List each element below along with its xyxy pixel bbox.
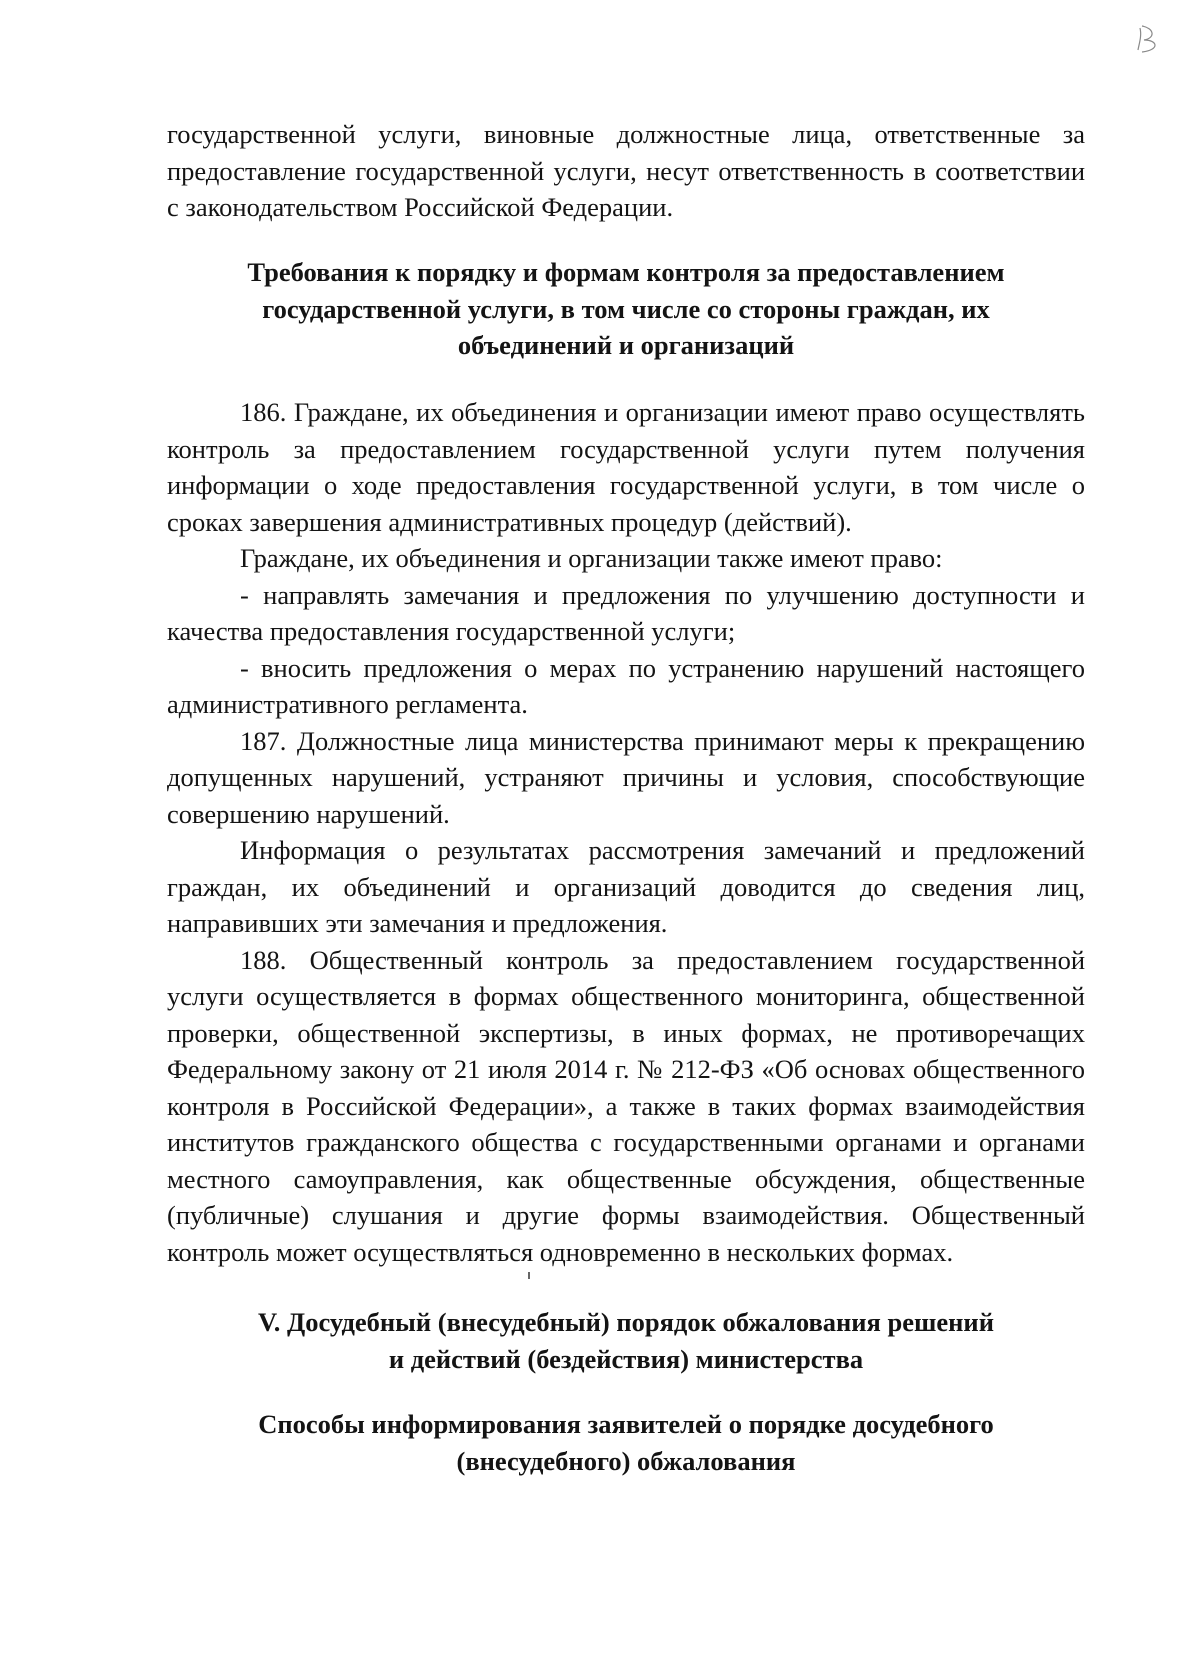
paragraph-187: 187. Должностные лица министерства принимают меры к прекращению допущенных нарушений, устраняют причины и условия, способствующие совершению нарушений. [167, 725, 1085, 829]
heading-line: V. Досудебный (внесудебный) порядок обжалования решений [258, 1307, 994, 1337]
intro-paragraph: государственной услуги, виновные должностные лица, ответственные за предоставление государственной услуги, несут ответственность в соответствии с законодательством Российской Федерации. [167, 119, 1085, 222]
section-v-heading [167, 1304, 1085, 1377]
body-block [167, 394, 1085, 1270]
paragraph-rights-intro: Граждане, их объединения и организации также имеют право: [240, 543, 943, 573]
paragraph-186: 186. Граждане, их объединения и организации имеют право осуществлять контроль за предоставлением государственной услуги путем получения информации о ходе предоставления государственной услуги, в том числе о сроках завершения административных процедур (действий). [167, 397, 1085, 537]
heading-line: Способы информирования заявителей о порядке досудебного [258, 1409, 994, 1439]
paragraph-188: 188. Общественный контроль за предоставлением государственной услуги осуществляется в формах общественного мониторинга, общественной проверки, общественной экспертизы, в иных формах, не противоречащих Федеральному закону от 21 июля 2014 г. № 212-ФЗ «Об основах общественного контроля в Российской Федерации», а также в таких формах взаимодействия институтов гражданского общества с государственными органами и органами местного самоуправления, как общественные обсуждения, общественные (публичные) слушания и другие формы взаимодействия. Общественный контроль может осуществляться одновременно в нескольких формах. [167, 944, 1085, 1267]
handwritten-page-mark [1130, 20, 1170, 60]
heading-line: объединений и организаций [457, 330, 795, 360]
paragraph-right-proposals: - вносить предложения о мерах по устранению нарушений настоящего административного регламента. [167, 652, 1085, 719]
section-heading [167, 1406, 1085, 1479]
section-control-heading [167, 254, 1085, 364]
section-heading [167, 254, 1085, 364]
heading-line: (внесудебного) обжалования [456, 1445, 796, 1476]
intro-block [167, 116, 1085, 226]
paragraph-right-remarks: - направлять замечания и предложения по улучшению доступности и качества предоставления государственной услуги; [167, 579, 1085, 646]
heading-line: и действий (бездействия) министерства [388, 1343, 864, 1374]
paragraph-information: Информация о результатах рассмотрения замечаний и предложений граждан, их объединений и организаций доводится до сведения лиц, направивших эти замечания и предложения. [167, 835, 1085, 938]
heading-line: Требования к порядку и формам контроля за предоставлением [247, 257, 1005, 287]
heading-line: государственной услуги, в том числе со стороны граждан, их [262, 293, 990, 324]
section-heading [167, 1304, 1085, 1377]
scan-speck [528, 1272, 530, 1279]
section-informing-heading [167, 1406, 1085, 1479]
